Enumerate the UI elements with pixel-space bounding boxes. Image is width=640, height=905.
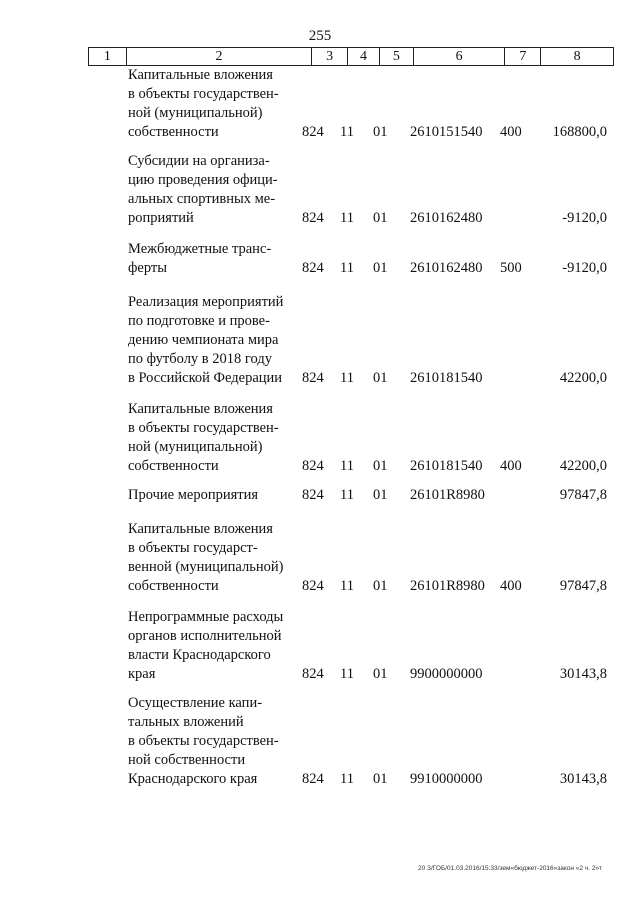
cell-col-6: 26101R8980	[410, 487, 485, 503]
description-line: Субсидии на организа-	[128, 153, 270, 169]
header-cell-2: 2	[127, 48, 312, 65]
cell-col-5: 01	[373, 458, 388, 474]
cell-col-6: 2610162480	[410, 260, 483, 276]
cell-col-5: 01	[373, 771, 388, 787]
cell-col-8: 97847,8	[559, 578, 607, 594]
description-line: в объекты государст-	[128, 540, 258, 556]
row-description	[128, 293, 292, 388]
description-line: ферты	[128, 260, 167, 276]
description-line: дению чемпионата мира	[128, 332, 279, 348]
cell-col-4: 11	[340, 578, 354, 594]
cell-col-4: 11	[340, 370, 354, 386]
cell-col-7: 500	[500, 260, 522, 276]
description-line: в объекты государствен-	[128, 86, 279, 102]
cell-col-7: 400	[500, 124, 522, 140]
cell-col-5: 01	[373, 370, 388, 386]
header-cell-4: 4	[348, 48, 380, 65]
cell-col-4: 11	[340, 260, 354, 276]
row-description	[128, 240, 292, 278]
cell-col-3: 824	[302, 370, 324, 386]
header-cell-1: 1	[89, 48, 127, 65]
description-line: по футболу в 2018 году	[128, 351, 272, 367]
cell-col-5: 01	[373, 666, 388, 682]
row-description	[128, 520, 292, 596]
description-line: Осуществление капи-	[128, 695, 263, 711]
description-line: Межбюджетные транс-	[128, 241, 272, 257]
cell-col-8: 97847,8	[559, 487, 607, 503]
cell-col-6: 2610162480	[410, 210, 483, 226]
cell-col-3: 824	[302, 124, 324, 140]
description-line: роприятий	[128, 210, 194, 226]
description-line: собственности	[128, 458, 219, 474]
cell-col-6: 9900000000	[410, 666, 483, 682]
description-line: собственности	[128, 124, 219, 140]
header-cell-8: 8	[573, 49, 581, 64]
cell-col-8: -9120,0	[562, 210, 607, 226]
description-line: органов исполнительной	[128, 628, 282, 644]
row-description	[128, 400, 292, 476]
header-cell-6: 6	[414, 48, 506, 65]
description-line: Непрограммные расходы	[128, 609, 284, 625]
description-line: ной (муниципальной)	[128, 105, 263, 121]
cell-col-6: 9910000000	[410, 771, 483, 787]
table-header	[88, 47, 614, 66]
row-description	[128, 608, 292, 684]
description-line: Реализация мероприятий	[128, 294, 284, 310]
cell-col-3: 824	[302, 260, 324, 276]
description-line: Капитальные вложения	[128, 401, 273, 417]
footer-stamp: 20 З/ГОБ/01.03.2016/15:33/зем«бюджет-2016»закон «2 ч. 2»т	[418, 865, 603, 872]
cell-col-5: 01	[373, 260, 388, 276]
cell-col-6: 2610151540	[410, 124, 483, 140]
description-line: по подготовке и прове-	[128, 313, 270, 329]
cell-col-3: 824	[302, 771, 324, 787]
cell-col-6: 26101R8980	[410, 578, 485, 594]
cell-col-3: 824	[302, 487, 324, 503]
cell-col-8: 168800,0	[552, 124, 607, 140]
cell-col-3: 824	[302, 458, 324, 474]
description-line: Краснодарского края	[128, 771, 258, 787]
description-line: ной собственности	[128, 752, 246, 768]
cell-col-3: 824	[302, 210, 324, 226]
description-line: собственности	[128, 578, 219, 594]
description-line: в объекты государствен-	[128, 420, 279, 436]
cell-col-5: 01	[373, 210, 388, 226]
row-description	[128, 694, 292, 789]
description-line: Капитальные вложения	[128, 521, 273, 537]
cell-col-5: 01	[373, 124, 388, 140]
row-description	[128, 486, 292, 505]
description-line: в объекты государствен-	[128, 733, 279, 749]
cell-col-6: 2610181540	[410, 458, 483, 474]
description-line: Капитальные вложения	[128, 67, 273, 83]
row-description	[128, 66, 292, 142]
cell-col-8: 30143,8	[559, 771, 607, 787]
cell-col-3: 824	[302, 666, 324, 682]
cell-col-8: -9120,0	[562, 260, 607, 276]
cell-col-5: 01	[373, 487, 388, 503]
cell-col-6: 2610181540	[410, 370, 483, 386]
cell-col-4: 11	[340, 210, 354, 226]
description-line: в Российской Федерации	[128, 370, 283, 386]
cell-col-3: 824	[302, 578, 324, 594]
description-line: альных спортивных ме-	[128, 191, 276, 207]
description-line: цию проведения офици-	[128, 172, 278, 188]
header-cell-3: 3	[312, 48, 348, 65]
description-line: края	[128, 666, 156, 682]
cell-col-4: 11	[340, 458, 354, 474]
cell-col-4: 11	[340, 666, 354, 682]
page-number: 255	[308, 28, 332, 44]
description-line: Прочие мероприятия	[128, 487, 259, 503]
cell-col-8: 42200,0	[559, 458, 607, 474]
row-description	[128, 152, 292, 228]
cell-col-7: 400	[500, 578, 522, 594]
description-line: ной (муниципальной)	[128, 439, 263, 455]
cell-col-5: 01	[373, 578, 388, 594]
cell-col-4: 11	[340, 487, 354, 503]
description-line: тальных вложений	[128, 714, 244, 730]
header-cell-7: 7	[505, 48, 541, 65]
cell-col-8: 42200,0	[559, 370, 607, 386]
cell-col-8: 30143,8	[559, 666, 607, 682]
description-line: венной (муниципальной)	[128, 559, 284, 575]
header-cell-5: 5	[380, 48, 414, 65]
cell-col-4: 11	[340, 124, 354, 140]
description-line: власти Краснодарского	[128, 647, 271, 663]
cell-col-4: 11	[340, 771, 354, 787]
cell-col-7: 400	[500, 458, 522, 474]
